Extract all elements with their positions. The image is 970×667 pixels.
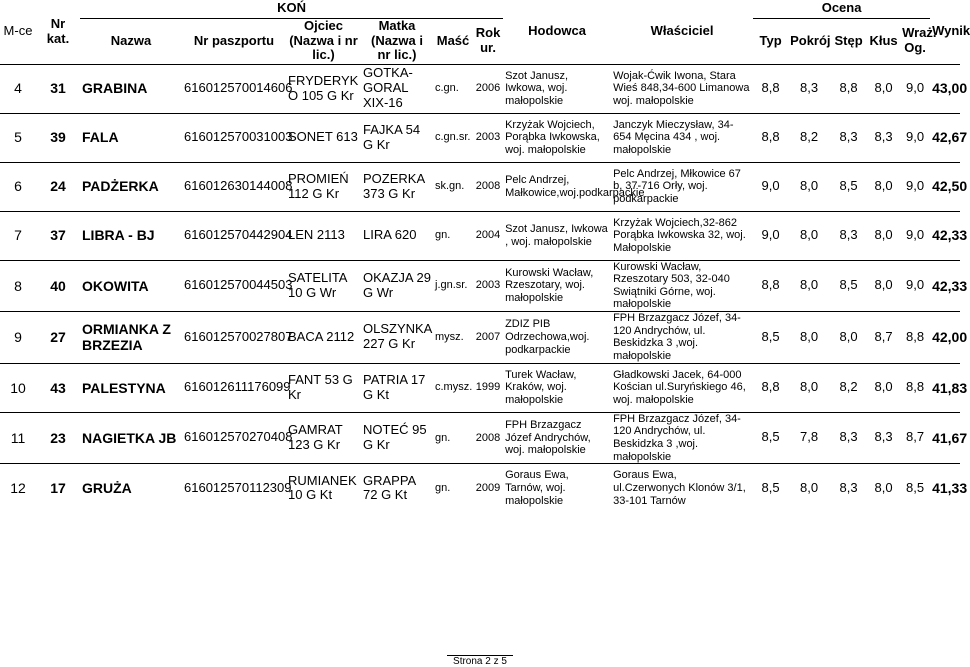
score-klus-cell: 8,0	[867, 464, 900, 513]
color-cell: c.mysz.	[433, 363, 473, 412]
breeder-cell: Kurowski Wacław, Rzeszotary, woj. małopolskie	[503, 260, 611, 312]
score-klus-cell: 8,7	[867, 312, 900, 364]
score-step-cell: 8,3	[830, 211, 867, 260]
mother-cell: OLSZYNKA 227 G Kr	[361, 312, 433, 364]
score-klus-cell: 8,0	[867, 211, 900, 260]
score-pokroj-cell: 8,0	[788, 363, 830, 412]
table-row	[0, 162, 960, 211]
catalog-number-cell: 23	[36, 412, 80, 464]
score-pokroj-cell: 8,2	[788, 113, 830, 162]
header-ocena: Ocena	[753, 0, 930, 18]
score-total-cell: 41,83	[930, 363, 960, 412]
score-wraz-cell: 9,0	[900, 64, 930, 113]
header-hodowca: Hodowca	[528, 23, 586, 39]
score-step-cell: 8,8	[830, 64, 867, 113]
score-typ-cell: 8,8	[753, 113, 788, 162]
table-row	[0, 113, 960, 162]
place-cell: 12	[0, 464, 36, 513]
horse-name-cell: PADŻERKA	[80, 162, 182, 211]
score-typ-cell: 8,5	[753, 312, 788, 364]
passport-cell: 616012570442904	[182, 211, 286, 260]
mother-cell: PATRIA 17 G Kt	[361, 363, 433, 412]
score-typ-cell: 8,5	[753, 412, 788, 464]
horse-name-cell: GRABINA	[80, 64, 182, 113]
horse-name-cell: NAGIETKA JB	[80, 412, 182, 464]
score-total-cell: 42,50	[930, 162, 960, 211]
place-cell: 9	[0, 312, 36, 364]
catalog-number-cell: 43	[36, 363, 80, 412]
results-rows	[0, 64, 968, 513]
score-pokroj-cell: 8,3	[788, 64, 830, 113]
header-ojciec: Ojciec (Nazwa i nr lic.)	[289, 17, 358, 63]
father-cell: GAMRAT 123 G Kr	[286, 412, 361, 464]
header-typ: Typ	[759, 32, 782, 48]
score-total-cell: 41,67	[930, 412, 960, 464]
horse-name-cell: PALESTYNA	[80, 363, 182, 412]
passport-cell: 616012630144008	[182, 162, 286, 211]
year-cell: 2003	[473, 260, 503, 312]
score-pokroj-cell: 8,0	[788, 162, 830, 211]
catalog-number-cell: 31	[36, 64, 80, 113]
header-masc: Maść	[436, 32, 470, 48]
color-cell: mysz.	[433, 312, 473, 364]
header-wraz: Wraż. Og.	[902, 25, 937, 55]
score-pokroj-cell: 7,8	[788, 412, 830, 464]
breeder-cell: FPH Brzazgacz Józef Andrychów, woj. małopolskie	[503, 412, 611, 464]
owner-cell: Goraus Ewa, ul.Czerwonych Klonów 3/1, 33-101 Tarnów	[611, 464, 753, 513]
father-cell: RUMIANEK 10 G Kt	[286, 464, 361, 513]
passport-cell: 616012570027807	[182, 312, 286, 364]
header-wlasciciel: Właściciel	[650, 23, 714, 39]
score-total-cell: 42,00	[930, 312, 960, 364]
father-cell: SATELITA 10 G Wr	[286, 260, 361, 312]
passport-cell: 616012570270408	[182, 412, 286, 464]
color-cell: gn.	[433, 464, 473, 513]
score-wraz-cell: 9,0	[900, 162, 930, 211]
score-step-cell: 8,2	[830, 363, 867, 412]
year-cell: 2003	[473, 113, 503, 162]
year-cell: 2008	[473, 162, 503, 211]
score-step-cell: 8,5	[830, 260, 867, 312]
header-step: Stęp	[834, 32, 863, 48]
table-row	[0, 211, 960, 260]
score-klus-cell: 8,0	[867, 64, 900, 113]
table-row	[0, 412, 960, 464]
table-row	[0, 64, 960, 113]
horse-name-cell: LIBRA - BJ	[80, 211, 182, 260]
score-klus-cell: 8,0	[867, 363, 900, 412]
page-number: Strona 2 z 5	[447, 655, 513, 667]
score-total-cell: 41,33	[930, 464, 960, 513]
score-total-cell: 42,67	[930, 113, 960, 162]
score-total-cell: 43,00	[930, 64, 960, 113]
father-cell: LEN 2113	[286, 211, 361, 260]
score-typ-cell: 8,8	[753, 64, 788, 113]
header-nr-kat: Nr kat.	[46, 15, 70, 46]
place-cell: 6	[0, 162, 36, 211]
place-cell: 7	[0, 211, 36, 260]
color-cell: gn.	[433, 211, 473, 260]
year-cell: 1999	[473, 363, 503, 412]
score-wraz-cell: 8,8	[900, 363, 930, 412]
father-cell: FRYDERYK O 105 G Kr	[286, 64, 361, 113]
score-step-cell: 8,3	[830, 113, 867, 162]
score-wraz-cell: 9,0	[900, 260, 930, 312]
mother-cell: FAJKA 54 G Kr	[361, 113, 433, 162]
breeder-cell: Turek Wacław, Kraków, woj. małopolskie	[503, 363, 611, 412]
score-wraz-cell: 8,8	[900, 312, 930, 364]
score-klus-cell: 8,0	[867, 260, 900, 312]
year-cell: 2006	[473, 64, 503, 113]
year-cell: 2009	[473, 464, 503, 513]
breeder-cell: ZDIZ PIB Odrzechowa,woj. podkarpackie	[503, 312, 611, 364]
score-step-cell: 8,0	[830, 312, 867, 364]
mother-cell: LIRA 620	[361, 211, 433, 260]
score-typ-cell: 8,8	[753, 363, 788, 412]
mother-cell: OKAZJA 29 G Wr	[361, 260, 433, 312]
owner-cell: Gładkowski Jacek, 64-000 Kościan ul.Suryńskiego 46, woj. małopolskie	[611, 363, 753, 412]
catalog-number-cell: 40	[36, 260, 80, 312]
score-klus-cell: 8,0	[867, 162, 900, 211]
score-total-cell: 42,33	[930, 260, 960, 312]
passport-cell: 616012570044503	[182, 260, 286, 312]
breeder-cell: Goraus Ewa, Tarnów, woj. małopolskie	[503, 464, 611, 513]
page-footer	[0, 655, 960, 667]
breeder-cell: Krzyżak Wojciech, Porąbka Iwkowska, woj. małopolskie	[503, 113, 611, 162]
header-matka: Matka (Nazwa i nr lic.)	[370, 17, 423, 63]
score-step-cell: 8,5	[830, 162, 867, 211]
score-total-cell: 42,33	[930, 211, 960, 260]
color-cell: c.gn.	[433, 64, 473, 113]
color-cell: gn.	[433, 412, 473, 464]
owner-cell: Krzyżak Wojciech,32-862 Porąbka Iwkowska 32, woj. Małopolskie	[611, 211, 753, 260]
year-cell: 2008	[473, 412, 503, 464]
table-row	[0, 260, 960, 312]
header-rok: Rok ur.	[475, 25, 501, 55]
score-wraz-cell: 8,5	[900, 464, 930, 513]
breeder-cell: Szot Janusz, Iwkowa, woj. małopolskie	[503, 64, 611, 113]
header-wynik: Wynik	[932, 23, 970, 39]
father-cell: SONET 613	[286, 113, 361, 162]
score-pokroj-cell: 8,0	[788, 464, 830, 513]
score-wraz-cell: 9,0	[900, 211, 930, 260]
score-pokroj-cell: 8,0	[788, 312, 830, 364]
score-wraz-cell: 9,0	[900, 113, 930, 162]
place-cell: 10	[0, 363, 36, 412]
mother-cell: NOTEĆ 95 G Kr	[361, 412, 433, 464]
owner-cell: Pelc Andrzej, Młkowice 67 b, 37-716 Orły, woj. podkarpackie	[611, 162, 753, 211]
father-cell: FANT 53 G Kr	[286, 363, 361, 412]
table-row	[0, 312, 960, 364]
place-cell: 4	[0, 64, 36, 113]
header-kon: KOŃ	[80, 0, 503, 18]
breeder-cell: Szot Janusz, Iwkowa , woj. małopolskie	[503, 211, 611, 260]
owner-cell: Janczyk Mieczysław, 34-654 Męcina 434 , woj. małopolskie	[611, 113, 753, 162]
score-klus-cell: 8,3	[867, 113, 900, 162]
color-cell: j.gn.sr.	[433, 260, 473, 312]
horse-name-cell: FALA	[80, 113, 182, 162]
score-wraz-cell: 8,7	[900, 412, 930, 464]
passport-cell: 616012570014606	[182, 64, 286, 113]
score-pokroj-cell: 8,0	[788, 211, 830, 260]
year-cell: 2007	[473, 312, 503, 364]
catalog-number-cell: 39	[36, 113, 80, 162]
color-cell: sk.gn.	[433, 162, 473, 211]
score-step-cell: 8,3	[830, 412, 867, 464]
color-cell: c.gn.sr.	[433, 113, 473, 162]
table-row	[0, 464, 960, 513]
passport-cell: 616012570031003	[182, 113, 286, 162]
score-typ-cell: 8,8	[753, 260, 788, 312]
breeder-cell: Pelc Andrzej, Małkowice,woj.podkarpackie	[503, 162, 611, 211]
owner-cell: Kurowski Wacław, Rzeszotary 503, 32-040 Swiątniki Górne, woj. małopolskie	[611, 260, 753, 312]
catalog-number-cell: 24	[36, 162, 80, 211]
catalog-number-cell: 27	[36, 312, 80, 364]
catalog-number-cell: 17	[36, 464, 80, 513]
horse-name-cell: GRUŻA	[80, 464, 182, 513]
score-step-cell: 8,3	[830, 464, 867, 513]
place-cell: 5	[0, 113, 36, 162]
mother-cell: GRAPPA 72 G Kt	[361, 464, 433, 513]
year-cell: 2004	[473, 211, 503, 260]
score-pokroj-cell: 8,0	[788, 260, 830, 312]
score-typ-cell: 9,0	[753, 162, 788, 211]
header-pokroj: Pokrój	[790, 32, 831, 48]
passport-cell: 616012570112309	[182, 464, 286, 513]
score-klus-cell: 8,3	[867, 412, 900, 464]
score-typ-cell: 8,5	[753, 464, 788, 513]
horse-name-cell: ORMIANKA Z BRZEZIA	[80, 312, 182, 364]
father-cell: BACA 2112	[286, 312, 361, 364]
catalog-number-cell: 37	[36, 211, 80, 260]
mother-cell: POZERKA 373 G Kr	[361, 162, 433, 211]
father-cell: PROMIEŃ 112 G Kr	[286, 162, 361, 211]
owner-cell: FPH Brzazgacz Józef, 34-120 Andrychów, ul. Beskidzka 3 ,woj. małopolskie	[611, 312, 753, 364]
header-klus: Kłus	[869, 32, 898, 48]
passport-cell: 616012611176099	[182, 363, 286, 412]
score-typ-cell: 9,0	[753, 211, 788, 260]
owner-cell: FPH Brzazgacz Józef, 34-120 Andrychów, ul. Beskidzka 3 ,woj. małopolskie	[611, 412, 753, 464]
mother-cell: GOTKA-GORAL XIX-16	[361, 64, 433, 113]
place-cell: 8	[0, 260, 36, 312]
header-m-ce: M-ce	[3, 23, 33, 39]
header-nazwa: Nazwa	[110, 32, 152, 48]
table-row	[0, 363, 960, 412]
horse-name-cell: OKOWITA	[80, 260, 182, 312]
owner-cell: Wojak-Ćwik Iwona, Stara Wieś 848,34-600 Limanowa woj. małopolskie	[611, 64, 753, 113]
header-nr-paszportu: Nr paszportu	[193, 32, 275, 48]
place-cell: 11	[0, 412, 36, 464]
